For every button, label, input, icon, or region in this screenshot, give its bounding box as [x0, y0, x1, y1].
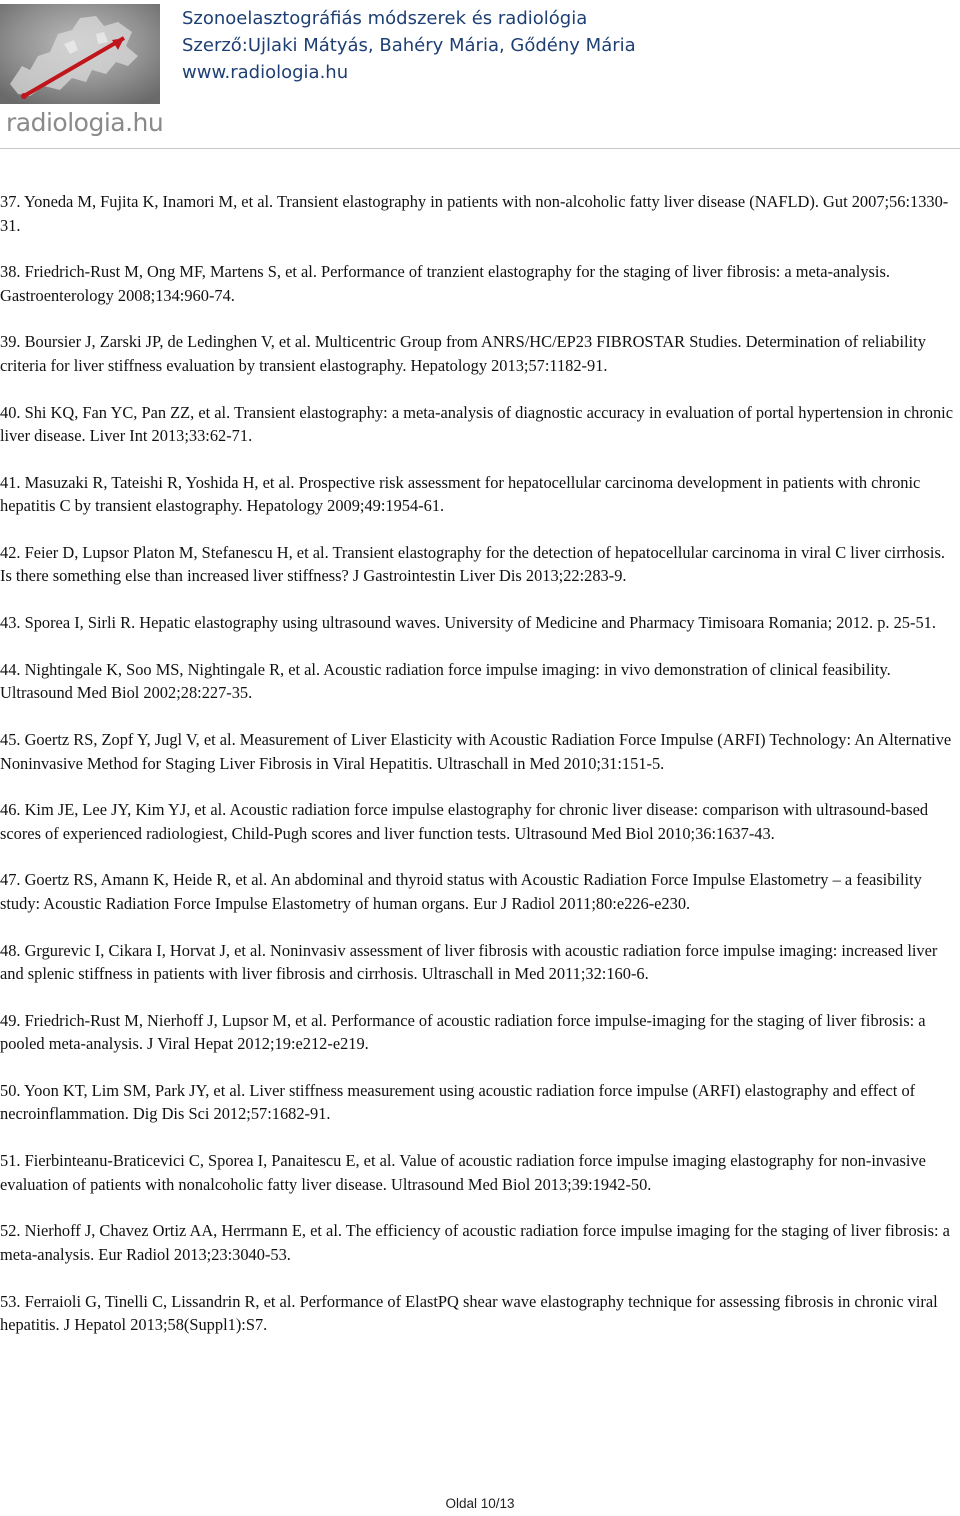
reference-item: 44. Nightingale K, Soo MS, Nightingale R, et al. Acoustic radiation force impulse imaging: in vivo demonstration of clinical feasibility. Ultrasound Med Biol 2002;28:227-35.	[0, 659, 891, 703]
reference-item: 46. Kim JE, Lee JY, Kim YJ, et al. Acoustic radiation force impulse elastography for chronic liver disease: comparison with ultrasound-based scores of experienced radiologiest, Child-Pugh scores and liver function tests. Ultrasound Med Biol 2010;36:1637-43.	[0, 800, 929, 843]
reference-item: 52. Nierhoff J, Chavez Ortiz AA, Herrmann E, et al. The efficiency of acoustic radiation force impulse imaging for the staging of liver fibrosis: a meta-analysis. Eur Radiol 2013;23:3040-53.	[0, 1221, 950, 1264]
website-link[interactable]: www.radiologia.hu	[182, 62, 349, 83]
document-authors: Szerző:Ujlaki Mátyás, Bahéry Mária, Gődény Mária	[182, 35, 636, 56]
reference-item: 43. Sporea I, Sirli R. Hepatic elastography using ultrasound waves. University of Medicine and Pharmacy Timisoara Romania; 2012. p. 25-51.	[0, 613, 936, 633]
reference-item: 50. Yoon KT, Lim SM, Park JY, et al. Liver stiffness measurement using acoustic radiation force impulse (ARFI) elastography and effect of necroinflammation. Dig Dis Sci 2012;57:1682-91.	[0, 1080, 916, 1124]
reference-item: 41. Masuzaki R, Tateishi R, Yoshida H, et al. Prospective risk assessment for hepatocellular carcinoma development in patients with chronic hepatitis C by transient elastography. Hepatology 2009;49:1954-61.	[0, 472, 921, 516]
reference-item: 45. Goertz RS, Zopf Y, Jugl V, et al. Measurement of Liver Elasticity with Acoustic Radiation Force Impulse (ARFI) Technology: An Alternative Noninvasive Method for Staging Liver Fibrosis in Viral Hepatitis. Ultraschall in Med 2010;31:151-5.	[0, 730, 952, 773]
page-number: Oldal 10/13	[445, 1496, 515, 1511]
reference-item: 47. Goertz RS, Amann K, Heide R, et al. An abdominal and thyroid status with Acoustic Radiation Force Impulse Elastometry – a feasibility study: Acoustic Radiation Force Impulse Elastometry of human organs. Eur J Radiol 2011;80:e226-e230.	[0, 870, 922, 913]
reference-item: 53. Ferraioli G, Tinelli C, Lissandrin R, et al. Performance of ElastPQ shear wave elastography technique for assessing fibrosis in chronic viral hepatitis. J Hepatol 2013;58(Suppl1):S7.	[0, 1291, 938, 1334]
document-title: Szonoelasztográfiás módszerek és radiológia	[182, 8, 588, 29]
logo-text: radiologia.hu	[6, 108, 164, 137]
reference-item: 40. Shi KQ, Fan YC, Pan ZZ, et al. Transient elastography: a meta-analysis of diagnostic accuracy in evaluation of portal hypertension in chronic liver disease. Liver Int 2013;33:62-71.	[0, 402, 954, 446]
reference-item: 48. Grgurevic I, Cikara I, Horvat J, et al. Noninvasiv assessment of liver fibrosis with acoustic radiation force impulse imaging: increased liver and splenic stiffness in patients with liver fibrosis and cirrhosis. Ultraschall in Med 2011;32:160-6.	[0, 940, 938, 984]
reference-item: 37. Yoneda M, Fujita K, Inamori M, et al. Transient elastography in patients with non-alcoholic fatty liver disease (NAFLD). Gut 2007;56:1330-31.	[0, 192, 949, 235]
page-header	[0, 0, 960, 148]
reference-item: 42. Feier D, Lupsor Platon M, Stefanescu H, et al. Transient elastography for the detection of hepatocellular carcinoma in viral C liver cirrhosis. Is there something else than increased liver stiffness? J Gastrointestin Liver Dis 2013;22:283-9.	[0, 542, 945, 586]
reference-list	[0, 190, 958, 1360]
reference-item: 49. Friedrich-Rust M, Nierhoff J, Lupsor M, et al. Performance of acoustic radiation force impulse-imaging for the staging of liver fibrosis: a pooled meta-analysis. J Viral Hepat 2012;19:e212-e219.	[0, 1010, 926, 1054]
header-divider	[0, 148, 960, 149]
reference-item: 38. Friedrich-Rust M, Ong MF, Martens S, et al. Performance of tranzient elastography for the staging of liver fibrosis: a meta-analysis. Gastroenterology 2008;134:960-74.	[0, 262, 890, 305]
radiologia-logo[interactable]	[0, 4, 164, 142]
header-info	[182, 5, 636, 86]
reference-item: 39. Boursier J, Zarski JP, de Ledinghen V, et al. Multicentric Group from ANRS/HC/EP23 FIBROSTAR Studies. Determination of reliability criteria for liver stiffness evaluation by transient elastography. Hepatology 2013;57:1182-91.	[0, 332, 926, 375]
reference-item: 51. Fierbinteanu-Braticevici C, Sporea I, Panaitescu E, et al. Value of acoustic radiation force impulse imaging elastography for non-invasive evaluation of patients with nonalcoholic fatty liver disease. Ultrasound Med Biol 2013;39:1942-50.	[0, 1151, 926, 1194]
